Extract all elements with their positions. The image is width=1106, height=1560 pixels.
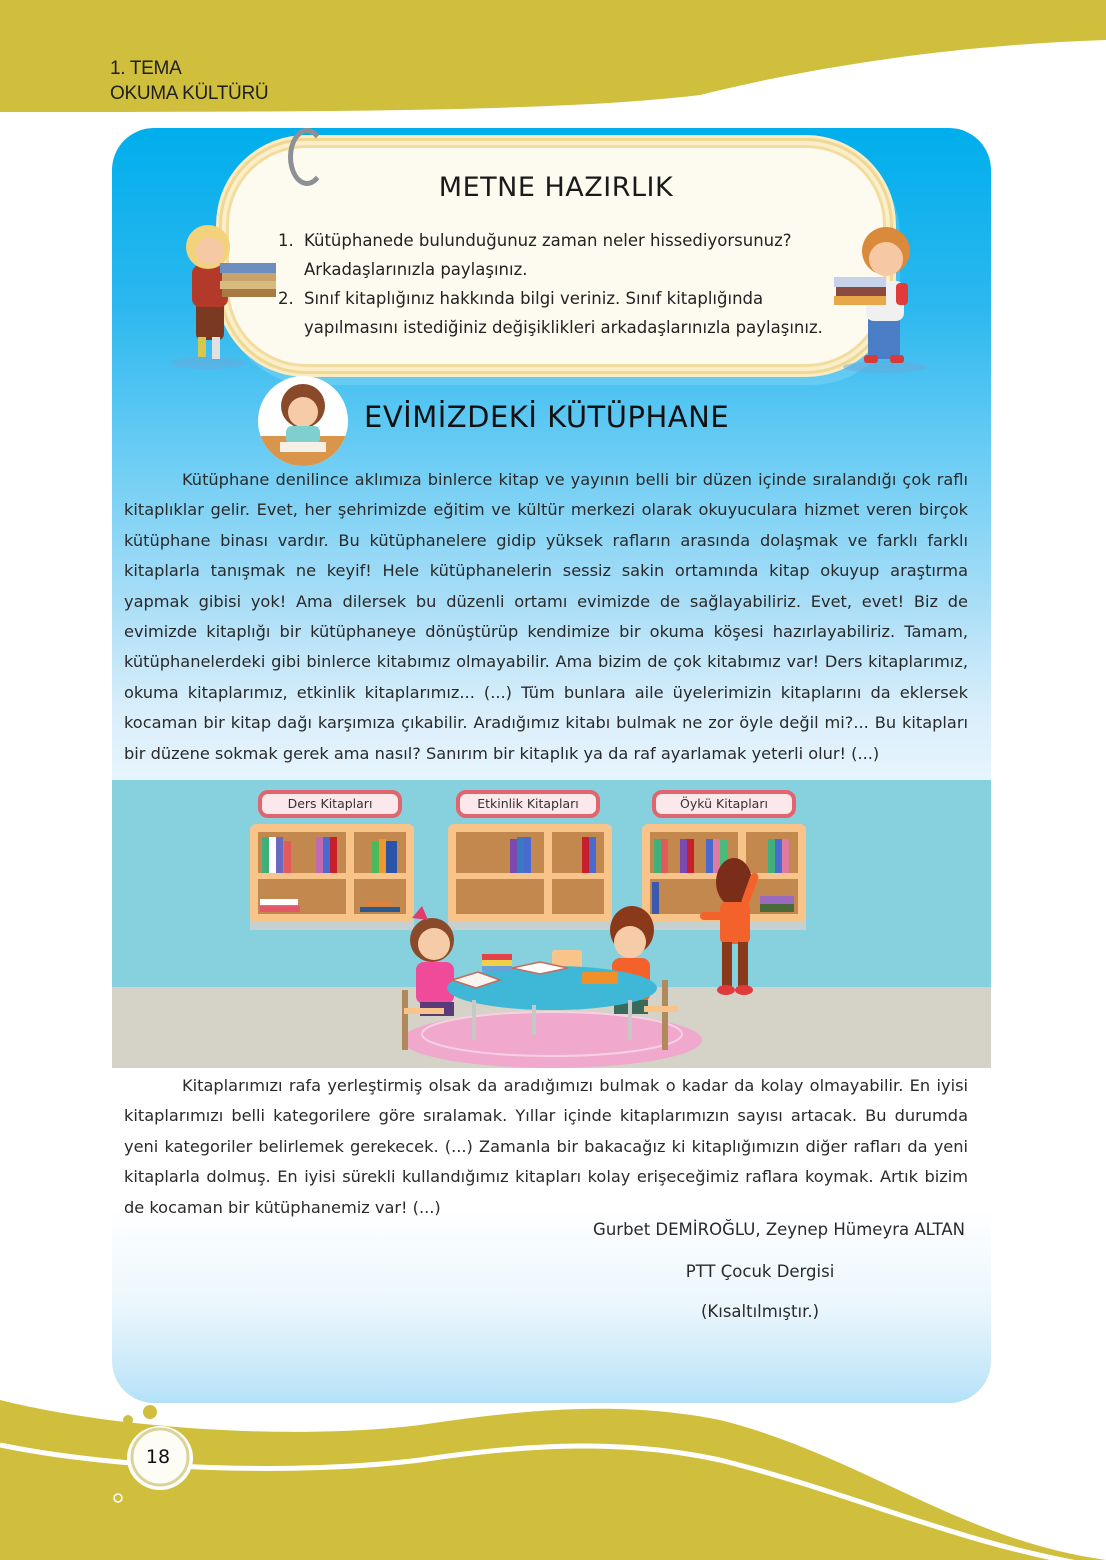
cubby — [456, 832, 544, 873]
page-number: 18 — [145, 1446, 171, 1468]
book — [510, 839, 517, 873]
abridged-note: (Kısaltılmıştır.) — [700, 1302, 820, 1321]
shelf-label-oyku: Öykü Kitapları — [652, 790, 796, 818]
book — [775, 839, 782, 873]
prep-question — [278, 284, 838, 342]
library-illustration — [112, 780, 991, 1068]
book — [386, 841, 397, 873]
book — [687, 839, 694, 873]
book — [379, 839, 386, 873]
boy-with-books-illustration — [830, 215, 930, 375]
story-title: EVİMİZDEKİ KÜTÜPHANE — [364, 400, 730, 434]
book — [582, 837, 589, 873]
prep-question-list — [278, 226, 838, 342]
book — [284, 841, 291, 873]
question-text: Sınıf kitaplığınız hakkında bilgi veriniz. Sınıf kitaplığında yapılmasını istediğiniz değişiklikleri arkadaşlarınızla paylaşınız. — [304, 289, 823, 337]
book — [260, 899, 298, 905]
book — [316, 837, 323, 873]
kids-reading-table-illustration — [382, 880, 712, 1068]
book — [276, 837, 283, 873]
girl-with-books-illustration — [168, 205, 283, 370]
question-number: 1. — [278, 231, 294, 250]
story-paragraph-1 — [124, 465, 968, 769]
story-source: PTT Çocuk Dergisi — [685, 1262, 835, 1281]
cubby — [258, 879, 346, 914]
book — [680, 839, 687, 873]
book — [260, 906, 300, 912]
book — [372, 841, 379, 873]
book — [323, 837, 330, 873]
bottom-wave-decoration — [0, 1400, 1106, 1560]
reading-girl-icon — [258, 376, 348, 466]
prep-question — [278, 226, 838, 284]
book — [517, 837, 524, 873]
book — [262, 837, 269, 873]
cubby — [258, 832, 346, 873]
question-number: 2. — [278, 289, 294, 308]
cubby — [354, 832, 406, 873]
question-text: Kütüphanede bulunduğunuz zaman neler hissediyorsunuz? Arkadaşlarınızla paylaşınız. — [304, 231, 792, 279]
book — [589, 837, 596, 873]
book — [782, 839, 789, 873]
paragraph-text: Kitaplarımızı rafa yerleştirmiş olsak da aradığımızı bulmak o kadar da kolay olmayabilir. En iyisi kitaplarımızı belli kategorilere göre sıralamak. Yıllar içinde kitaplarımızın sayısı artacak. Bu durumda yeni kategoriler belirlemek gerekecek. (...) Zamanla bir bakacağız ki kitaplığımızın diğer rafları da yeni kitaplarla dolmuş. En iyisi sürekli kullandığımız kitapları kolay erişeceğimiz raflara koymak. Artık bizim de kocaman bir kütüphanemiz var! (...) — [124, 1076, 968, 1217]
paragraph-text: Kütüphane denilince aklımıza binlerce kitap ve yayının belli bir düzen içinde sıralandığı çok raflı kitaplıklar gelir. Evet, her şehrimizde eğitim ve kültür merkezi olarak okuyuculara hizmet veren birçok kütüphane binası vardır. Bu kütüphanelere gidip yüksek rafların arasında dolaşmak ve farklı farklı kitaplarla tanışmak ne keyif! Hele kütüphanelerin sessiz sakin ortamında kitap okuyup araştırma yapmak gibisi yok! Ama dilersek bu düzenli ortamı evimizde de sağlayabiliriz. Evet, evet! Biz de evimizde kitaplığı bir kütüphaneye dönüştürüp kendimize bir okuma köşesi hazırlayabiliriz. Tamam, kütüphanelerdeki gibi binlerce kitabımız olmayabilir. Ama bizim de çok kitabımız var! Ders kitaplarımız, okuma kitaplarımız, etkinlik kitaplarımız... (...) Tüm bunlara aile üyelerimizin kitaplarını da eklersek kocaman bir kitap dağı karşımıza çıkabilir. Aradığımız kitabı bulmak ne zor öyle değil mi?... Bu kitapları bir düzene sokmak gerek ama nasıl? Sanırım bir kitaplık ya da raf ayarlamak yeterli olur! (...) — [124, 470, 968, 763]
book — [661, 839, 668, 873]
book — [524, 837, 531, 873]
story-paragraph-2 — [124, 1071, 968, 1223]
shelf-label-etkinlik: Etkinlik Kitapları — [456, 790, 600, 818]
theme-header — [110, 56, 268, 106]
book — [330, 837, 337, 873]
theme-number: 1. TEMA — [110, 58, 182, 79]
book — [654, 839, 661, 873]
story-authors: Gurbet DEMİROĞLU, Zeynep Hümeyra ALTAN — [593, 1220, 965, 1239]
theme-name: OKUMA KÜLTÜRÜ — [110, 83, 269, 104]
reading-girl-avatar — [258, 376, 348, 466]
prep-title: METNE HAZIRLIK — [438, 172, 674, 203]
shelf-label-ders: Ders Kitapları — [258, 790, 402, 818]
cubby — [552, 832, 604, 873]
book — [269, 837, 276, 873]
